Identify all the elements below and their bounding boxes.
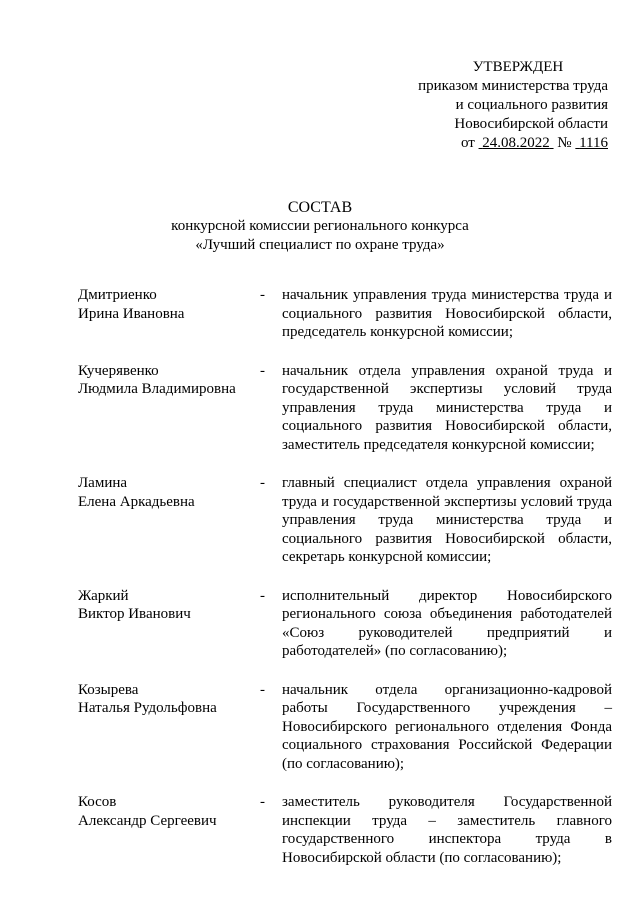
approval-line: Новосибирской области bbox=[454, 116, 608, 132]
member-surname: Косов bbox=[78, 794, 117, 810]
dash: - bbox=[260, 475, 265, 491]
member-name bbox=[78, 681, 258, 774]
member-surname: Кучерявенко bbox=[78, 362, 159, 379]
member-role: начальник отдела управления охраной труда и государственной экспертизы условий труда управления труда министерства труда и социального развития Новосибирской области, заместитель председателя конкурсной комиссии; bbox=[282, 362, 612, 453]
member-name bbox=[78, 793, 258, 867]
title-line: «Лучший специалист по охране труда» bbox=[195, 237, 445, 253]
member-given-name: Александр Сергеевич bbox=[78, 812, 217, 829]
title-line: конкурсной комиссии регионального конкурса bbox=[171, 218, 469, 234]
approval-line: и социального развития bbox=[455, 97, 608, 113]
date-prefix: от bbox=[460, 135, 475, 151]
approval-date-line bbox=[388, 134, 608, 153]
title-main: СОСТАВ bbox=[287, 199, 353, 216]
member-name bbox=[78, 587, 258, 661]
approval-heading: УТВЕРЖДЕН bbox=[472, 59, 564, 75]
member-name bbox=[78, 286, 258, 342]
member-role: главный специалист отдела управления охраной труда и государственной экспертизы условий труда управления труда министерства труда и социального развития Новосибирской области, секретарь конкурсной комиссии; bbox=[282, 475, 612, 565]
list-item bbox=[78, 286, 612, 342]
member-name bbox=[78, 362, 258, 455]
dash: - bbox=[260, 287, 265, 303]
member-given-name: Людмила Владимировна bbox=[78, 381, 236, 397]
dash: - bbox=[260, 587, 265, 604]
approval-date: 24.08.2022 bbox=[482, 135, 550, 151]
member-name bbox=[78, 474, 258, 567]
member-list bbox=[78, 286, 612, 867]
member-role: заместитель руководителя Государственной инспекции труда – заместитель главного государственного инспектора труда в Новосибирской области (по согласованию); bbox=[282, 794, 612, 866]
number-prefix: № bbox=[557, 135, 572, 151]
member-surname: Дмитриенко bbox=[78, 287, 157, 303]
member-surname: Жаркий bbox=[78, 587, 129, 604]
list-item bbox=[78, 474, 612, 567]
dash: - bbox=[260, 362, 265, 379]
member-surname: Ламина bbox=[78, 475, 128, 491]
approval-line: приказом министерства труда bbox=[418, 78, 608, 94]
list-item bbox=[78, 362, 612, 455]
list-item bbox=[78, 793, 612, 867]
approval-block bbox=[388, 58, 608, 153]
approval-number: 1116 bbox=[579, 135, 608, 151]
list-item bbox=[78, 587, 612, 661]
member-given-name: Елена Аркадьевна bbox=[78, 493, 195, 510]
member-given-name: Виктор Иванович bbox=[78, 606, 191, 622]
member-surname: Козырева bbox=[78, 681, 139, 698]
member-role: начальник отдела организационно-кадровой работы Государственного учреждения – Новосибирского регионального отделения Фонда социального страхования Российской Федерации (по согласованию); bbox=[282, 681, 612, 772]
member-given-name: Наталья Рудольфовна bbox=[78, 700, 217, 716]
document-title bbox=[0, 198, 640, 255]
list-item bbox=[78, 681, 612, 774]
dash: - bbox=[260, 681, 265, 698]
member-role: исполнительный директор Новосибирского регионального союза объединения работодателей «Союз руководителей предприятий и работодателей» (по согласованию); bbox=[282, 587, 612, 659]
member-given-name: Ирина Ивановна bbox=[78, 305, 185, 322]
dash: - bbox=[260, 794, 265, 810]
member-role: начальник управления труда министерства труда и социального развития Новосибирской области, председатель конкурсной комиссии; bbox=[282, 287, 612, 340]
